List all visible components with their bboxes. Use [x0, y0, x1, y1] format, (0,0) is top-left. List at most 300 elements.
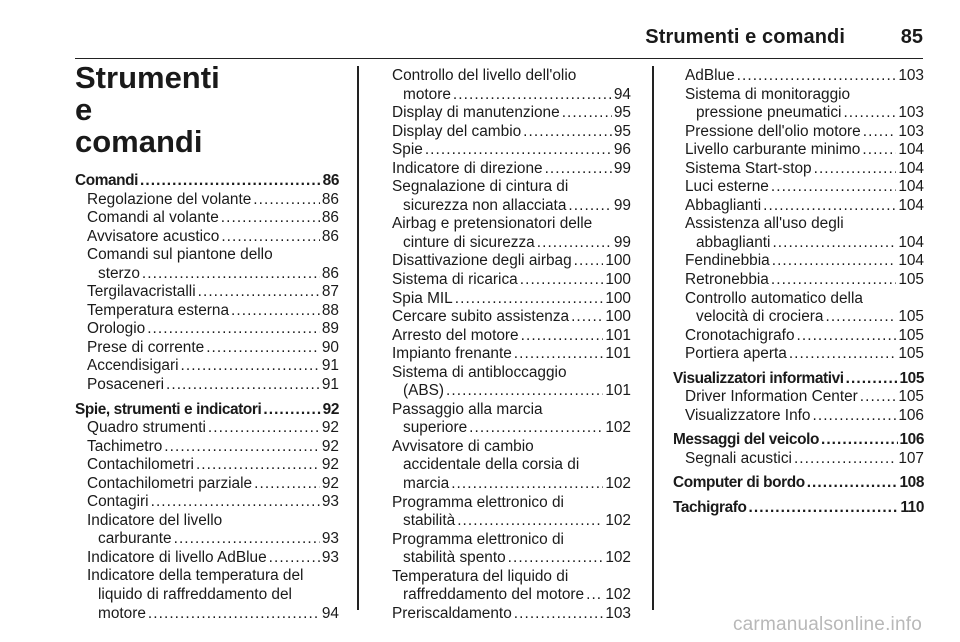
- toc-entry-title: Cronotachigrafo: [685, 326, 795, 344]
- toc-entry[interactable]: [75, 283, 339, 302]
- toc-section-entry[interactable]: [673, 499, 924, 518]
- dot-leader: [749, 499, 899, 518]
- toc-entry-leader-line: [673, 431, 924, 450]
- toc-entry-text-line: Programma elettronico di: [392, 493, 564, 511]
- toc-entry-title: Prese di corrente: [87, 338, 205, 356]
- dot-leader: [508, 549, 604, 568]
- dot-leader: [140, 172, 321, 191]
- dot-leader: [771, 271, 896, 290]
- dot-leader: [812, 407, 896, 426]
- toc-entry-leader-line: [392, 197, 631, 216]
- toc-page-number: 94: [613, 85, 631, 103]
- dot-leader: [520, 271, 604, 290]
- toc-entry[interactable]: [75, 438, 339, 457]
- toc-page-number: 88: [321, 301, 339, 319]
- toc-entry-leader-line: [673, 370, 924, 389]
- toc-entry-title: Pressione dell'olio motore: [685, 122, 861, 140]
- toc-entry[interactable]: [75, 376, 339, 395]
- header-title: Strumenti e comandi: [645, 26, 845, 48]
- toc-page-number: 102: [605, 512, 631, 530]
- toc-entry-title: Sistema di ricarica: [392, 271, 518, 289]
- toc-entry[interactable]: [673, 67, 924, 86]
- toc-entry[interactable]: [75, 228, 339, 247]
- toc-entry[interactable]: [380, 141, 631, 160]
- toc-entry-title: Posaceneri: [87, 376, 164, 394]
- dot-leader: [151, 493, 320, 512]
- dot-leader: [263, 401, 320, 420]
- toc-column-3: [673, 67, 924, 518]
- toc-entry-leader-line: [87, 209, 339, 228]
- toc-entry[interactable]: [380, 215, 631, 252]
- toc-page-number: 87: [321, 283, 339, 301]
- toc-page-number: 91: [321, 357, 339, 375]
- toc-entry-leader-line: [392, 382, 631, 401]
- toc-entry-title: marcia: [403, 475, 450, 493]
- toc-entry-text-line: Passaggio alla marcia: [392, 400, 543, 418]
- dot-leader: [537, 234, 612, 253]
- toc-page-number: 100: [605, 271, 631, 289]
- toc-section-entry[interactable]: [75, 401, 339, 420]
- toc-page-number: 105: [898, 308, 924, 326]
- dot-leader: [142, 265, 320, 284]
- dot-leader: [269, 549, 320, 568]
- dot-leader: [514, 605, 604, 624]
- dot-leader: [253, 191, 320, 210]
- page-header: [75, 24, 923, 59]
- dot-leader: [771, 178, 896, 197]
- dot-leader: [147, 320, 320, 339]
- column-divider: [357, 66, 359, 610]
- toc-entry[interactable]: [75, 567, 339, 623]
- column-divider: [652, 66, 654, 610]
- dot-leader: [196, 456, 320, 475]
- toc-entry-leader-line: [392, 123, 631, 142]
- toc-entry[interactable]: [673, 178, 924, 197]
- toc-page-number: 104: [898, 233, 924, 251]
- toc-page-number: 86: [322, 172, 339, 189]
- dot-leader: [763, 197, 896, 216]
- toc-entry-leader-line: [87, 456, 339, 475]
- toc-entry-leader-line: [392, 327, 631, 346]
- toc-entry[interactable]: [75, 419, 339, 438]
- toc-column-1: [75, 172, 339, 623]
- toc-entry-title: Messaggi del veicolo: [673, 431, 819, 449]
- toc-entry-leader-line: [87, 530, 339, 549]
- watermark: carmanualsonline.info: [732, 614, 922, 635]
- toc-page-number: 102: [605, 419, 631, 437]
- toc-page-number: 101: [605, 326, 631, 344]
- dot-leader: [568, 197, 611, 216]
- toc-entry-leader-line: [685, 271, 924, 290]
- toc-entry-title: stabilità: [403, 512, 456, 530]
- toc-entry-leader-line: [685, 123, 924, 142]
- dot-leader: [863, 123, 897, 142]
- toc-entry[interactable]: [673, 450, 924, 469]
- toc-section-entry[interactable]: [75, 172, 339, 191]
- toc-entry[interactable]: [380, 178, 631, 215]
- toc-entry[interactable]: [380, 494, 631, 531]
- toc-entry-leader-line: [87, 357, 339, 376]
- toc-page-number: 95: [613, 122, 631, 140]
- toc-page-number: 105: [899, 369, 924, 387]
- toc-entry[interactable]: [75, 357, 339, 376]
- toc-page-number: 105: [898, 326, 924, 344]
- toc-page-number: 86: [321, 227, 339, 245]
- toc-entry-title: Comandi: [75, 172, 139, 189]
- toc-entry-leader-line: [685, 388, 924, 407]
- toc-entry-title: motore: [403, 85, 451, 103]
- toc-entry[interactable]: [673, 252, 924, 271]
- toc-entry-title: Spie: [392, 141, 423, 159]
- toc-page-number: 92: [321, 474, 339, 492]
- toc-entry[interactable]: [75, 475, 339, 494]
- toc-page-number: 104: [898, 196, 924, 214]
- toc-entry-leader-line: [87, 419, 339, 438]
- toc-page-number: 96: [613, 141, 631, 159]
- toc-entry-leader-line: [87, 283, 339, 302]
- toc-entry[interactable]: [673, 327, 924, 346]
- toc-entry-text-line: Indicatore del livello: [87, 511, 223, 529]
- toc-entry-title: Livello carburante minimo: [685, 141, 861, 159]
- toc-entry-leader-line: [392, 86, 631, 105]
- toc-entry-leader-line: [87, 438, 339, 457]
- toc-entry-title: sterzo: [98, 264, 140, 282]
- toc-entry[interactable]: [380, 605, 631, 624]
- dot-leader: [166, 376, 320, 395]
- toc-entry[interactable]: [673, 388, 924, 407]
- toc-entry[interactable]: [380, 67, 631, 104]
- toc-page-number: 108: [899, 474, 924, 492]
- toc-entry-leader-line: [75, 172, 339, 191]
- dot-leader: [164, 438, 320, 457]
- toc-page-number: 99: [613, 159, 631, 177]
- toc-column-2: [380, 67, 631, 623]
- dot-leader: [514, 345, 604, 364]
- dot-leader: [772, 234, 896, 253]
- toc-entry-title: pressione pneumatici: [696, 104, 842, 122]
- toc-page-number: 99: [613, 196, 631, 214]
- toc-entry-text-line: Assistenza all'uso degli: [685, 215, 844, 233]
- toc-entry-leader-line: [685, 141, 924, 160]
- toc-entry-leader-line: [392, 419, 631, 438]
- toc-entry-leader-line: [685, 178, 924, 197]
- toc-page-number: 101: [605, 382, 631, 400]
- toc-entry[interactable]: [75, 549, 339, 568]
- toc-entry[interactable]: [75, 209, 339, 228]
- dot-leader: [174, 530, 320, 549]
- toc-entry[interactable]: [673, 123, 924, 142]
- toc-entry-leader-line: [87, 191, 339, 210]
- toc-entry-title: Contachilometri parziale: [87, 474, 253, 492]
- toc-entry-leader-line: [392, 160, 631, 179]
- toc-entry-text-line: Comandi sul piantone dello: [87, 246, 273, 264]
- toc-entry-title: stabilità spento: [403, 549, 506, 567]
- toc-entry-title: raffreddamento del motore: [403, 586, 585, 604]
- toc-entry-leader-line: [685, 234, 924, 253]
- toc-entry-title: Regolazione del volante: [87, 190, 252, 208]
- toc-entry-leader-line: [392, 605, 631, 624]
- toc-section-entry[interactable]: [673, 370, 924, 389]
- dot-leader: [821, 431, 898, 450]
- toc-page-number: 100: [605, 252, 631, 270]
- dot-leader: [453, 86, 612, 105]
- toc-page-number: 93: [321, 493, 339, 511]
- toc-section-entry[interactable]: [673, 474, 924, 493]
- toc-entry-title: Visualizzatori informativi: [673, 369, 844, 387]
- toc-entry-leader-line: [87, 339, 339, 358]
- dot-leader: [737, 67, 897, 86]
- toc-entry-leader-line: [87, 265, 339, 284]
- toc-entry-text-line: Controllo automatico della: [685, 289, 863, 307]
- toc-entry-leader-line: [392, 549, 631, 568]
- toc-entry-leader-line: [685, 67, 924, 86]
- toc-entry[interactable]: [380, 104, 631, 123]
- toc-entry-text-line: Sistema di antibloccaggio: [392, 363, 567, 381]
- dot-leader: [797, 327, 897, 346]
- toc-entry[interactable]: [380, 568, 631, 605]
- toc-entry[interactable]: [380, 271, 631, 290]
- toc-entry-title: superiore: [403, 419, 468, 437]
- toc-entry[interactable]: [673, 271, 924, 290]
- toc-entry-title: Comandi al volante: [87, 209, 219, 227]
- toc-entry-title: abbaglianti: [696, 233, 771, 251]
- toc-entry[interactable]: [75, 320, 339, 339]
- toc-entry-title: Contachilometri: [87, 456, 194, 474]
- dot-leader: [469, 419, 603, 438]
- dot-leader: [198, 283, 320, 302]
- toc-entry-leader-line: [685, 252, 924, 271]
- toc-entry-title: Abbaglianti: [685, 196, 762, 214]
- toc-entry-title: Tergilavacristalli: [87, 283, 196, 301]
- toc-page-number: 86: [321, 209, 339, 227]
- toc-page-number: 110: [900, 499, 924, 517]
- dot-leader: [425, 141, 612, 160]
- toc-entry-title: Orologio: [87, 320, 146, 338]
- toc-entry-leader-line: [685, 407, 924, 426]
- toc-entry-leader-line: [685, 345, 924, 364]
- toc-entry[interactable]: [380, 364, 631, 401]
- toc-page-number: 106: [898, 406, 924, 424]
- toc-section-entry[interactable]: [673, 431, 924, 450]
- toc-entry-title: Sistema Start-stop: [685, 159, 812, 177]
- toc-entry[interactable]: [673, 407, 924, 426]
- toc-entry[interactable]: [380, 401, 631, 438]
- dot-leader: [523, 123, 612, 142]
- toc-entry[interactable]: [380, 438, 631, 494]
- toc-entry-leader-line: [87, 320, 339, 339]
- toc-page-number: 105: [898, 271, 924, 289]
- toc-entry-title: carburante: [98, 530, 172, 548]
- toc-entry-title: Contagiri: [87, 493, 149, 511]
- toc-entry[interactable]: [673, 86, 924, 123]
- toc-entry[interactable]: [673, 215, 924, 252]
- toc-entry-title: sicurezza non allacciata: [403, 196, 567, 214]
- toc-page-number: 101: [605, 345, 631, 363]
- dot-leader: [586, 586, 603, 605]
- toc-entry-title: Cercare subito assistenza: [392, 308, 570, 326]
- toc-entry-text-line: Segnalazione di cintura di: [392, 178, 569, 196]
- toc-page-number: 91: [321, 376, 339, 394]
- toc-entry-text-line: accidentale della corsia di: [403, 456, 580, 474]
- toc-page-number: 103: [898, 122, 924, 140]
- toc-page-number: 102: [605, 475, 631, 493]
- dot-leader: [860, 388, 897, 407]
- dot-leader: [231, 302, 320, 321]
- toc-entry[interactable]: [380, 160, 631, 179]
- toc-entry-leader-line: [392, 104, 631, 123]
- toc-page-number: 105: [898, 345, 924, 363]
- toc-page-number: 93: [321, 530, 339, 548]
- dot-leader: [571, 308, 603, 327]
- toc-entry-text-line: Airbag e pretensionatori delle: [392, 215, 593, 233]
- toc-entry[interactable]: [380, 308, 631, 327]
- toc-entry-text-line: Sistema di monitoraggio: [685, 85, 851, 103]
- toc-entry-text-line: Indicatore della temperatura del: [87, 567, 304, 585]
- toc-entry[interactable]: [75, 456, 339, 475]
- dot-leader: [221, 228, 320, 247]
- toc-entry-leader-line: [685, 450, 924, 469]
- toc-page-number: 104: [898, 141, 924, 159]
- toc-page-number: 105: [898, 388, 924, 406]
- toc-entry-leader-line: [685, 197, 924, 216]
- dot-leader: [862, 141, 896, 160]
- toc-page-number: 102: [605, 549, 631, 567]
- dot-leader: [789, 345, 897, 364]
- toc-page-number: 94: [321, 604, 339, 622]
- toc-entry[interactable]: [75, 512, 339, 549]
- toc-page-number: 103: [898, 67, 924, 84]
- toc-entry[interactable]: [75, 246, 339, 283]
- toc-entry[interactable]: [673, 345, 924, 364]
- dot-leader: [457, 512, 603, 531]
- toc-entry[interactable]: [75, 191, 339, 210]
- toc-entry-title: Arresto del motore: [392, 326, 519, 344]
- dot-leader: [772, 252, 897, 271]
- toc-page-number: 106: [899, 431, 924, 449]
- toc-entry-text-line: Programma elettronico di: [392, 530, 564, 548]
- toc-entry[interactable]: [380, 290, 631, 309]
- toc-entry-title: Driver Information Center: [685, 388, 858, 406]
- dot-leader: [825, 308, 896, 327]
- toc-entry-title: Portiera aperta: [685, 345, 787, 363]
- toc-entry-leader-line: [685, 104, 924, 123]
- toc-page-number: 100: [605, 308, 631, 326]
- toc-page-number: 100: [605, 289, 631, 307]
- toc-entry-title: velocità di crociera: [696, 308, 824, 326]
- toc-entry-text-line: Controllo del livello dell'olio: [392, 67, 577, 84]
- dot-leader: [221, 209, 320, 228]
- dot-leader: [846, 370, 898, 389]
- toc-entry-title: Computer di bordo: [673, 474, 805, 492]
- toc-entry-title: Indicatore di livello AdBlue: [87, 548, 267, 566]
- toc-entry-title: AdBlue: [685, 67, 735, 84]
- toc-entry-leader-line: [392, 234, 631, 253]
- toc-entry-title: Display di manutenzione: [392, 104, 560, 122]
- toc-entry-leader-line: [392, 475, 631, 494]
- dot-leader: [562, 104, 612, 123]
- toc-entry[interactable]: [380, 327, 631, 346]
- toc-page-number: 89: [321, 320, 339, 338]
- dot-leader: [843, 104, 896, 123]
- toc-entry-title: Segnali acustici: [685, 449, 792, 467]
- toc-page-number: 104: [898, 178, 924, 196]
- dot-leader: [208, 419, 320, 438]
- toc-entry[interactable]: [673, 197, 924, 216]
- dot-leader: [794, 450, 896, 469]
- toc-page-number: 92: [321, 456, 339, 474]
- dot-leader: [446, 382, 603, 401]
- toc-entry-leader-line: [87, 605, 339, 624]
- toc-entry-title: cinture di sicurezza: [403, 233, 535, 251]
- toc-entry-title: Quadro strumenti: [87, 419, 206, 437]
- toc-entry[interactable]: [673, 141, 924, 160]
- toc-entry[interactable]: [380, 252, 631, 271]
- toc-entry-title: Avvisatore acustico: [87, 227, 220, 245]
- toc-entry-title: Indicatore di direzione: [392, 159, 543, 177]
- dot-leader: [181, 357, 320, 376]
- toc-entry[interactable]: [380, 531, 631, 568]
- toc-page-number: 103: [898, 104, 924, 122]
- toc-entry-title: motore: [98, 604, 146, 622]
- toc-entry-title: (ABS): [403, 382, 445, 400]
- toc-entry-title: Accendisigari: [87, 357, 179, 375]
- toc-entry-leader-line: [392, 308, 631, 327]
- dot-leader: [807, 474, 898, 493]
- toc-entry-title: Tachimetro: [87, 437, 163, 455]
- toc-entry[interactable]: [75, 339, 339, 358]
- toc-entry-leader-line: [685, 160, 924, 179]
- toc-entry-leader-line: [75, 401, 339, 420]
- toc-entry-title: Temperatura esterna: [87, 301, 230, 319]
- toc-entry[interactable]: [75, 493, 339, 512]
- toc-entry-title: Spie, strumenti e indicatori: [75, 400, 262, 418]
- toc-entry-leader-line: [392, 252, 631, 271]
- toc-page-number: 103: [605, 604, 631, 622]
- toc-entry-leader-line: [392, 345, 631, 364]
- toc-entry-leader-line: [392, 271, 631, 290]
- dot-leader: [148, 605, 320, 624]
- toc-entry-leader-line: [392, 141, 631, 160]
- toc-entry[interactable]: [380, 123, 631, 142]
- dot-leader: [521, 327, 604, 346]
- toc-page-number: 86: [321, 264, 339, 282]
- toc-entry-title: Tachigrafo: [673, 499, 747, 517]
- toc-page-number: 99: [613, 233, 631, 251]
- header-page-number: 85: [900, 26, 923, 48]
- dot-leader: [451, 475, 603, 494]
- toc-entry[interactable]: [380, 345, 631, 364]
- dot-leader: [814, 160, 897, 179]
- toc-page-number: 104: [898, 159, 924, 177]
- toc-entry-text-line: liquido di raffreddamento del: [98, 586, 292, 604]
- toc-entry[interactable]: [673, 290, 924, 327]
- toc-entry-leader-line: [392, 586, 631, 605]
- toc-entry[interactable]: [673, 160, 924, 179]
- toc-page-number: 92: [322, 400, 339, 418]
- toc-page-number: 92: [321, 437, 339, 455]
- toc-entry-leader-line: [685, 308, 924, 327]
- toc-page-number: 102: [605, 586, 631, 604]
- toc-entry[interactable]: [75, 302, 339, 321]
- toc-entry-title: Impianto frenante: [392, 345, 512, 363]
- toc-entry-leader-line: [87, 376, 339, 395]
- dot-leader: [455, 290, 604, 309]
- toc-entry-title: Luci esterne: [685, 178, 769, 196]
- toc-page-number: 95: [613, 104, 631, 122]
- toc-entry-leader-line: [685, 327, 924, 346]
- toc-entry-text-line: Avvisatore di cambio: [392, 437, 534, 455]
- toc-entry-title: Retronebbia: [685, 271, 769, 289]
